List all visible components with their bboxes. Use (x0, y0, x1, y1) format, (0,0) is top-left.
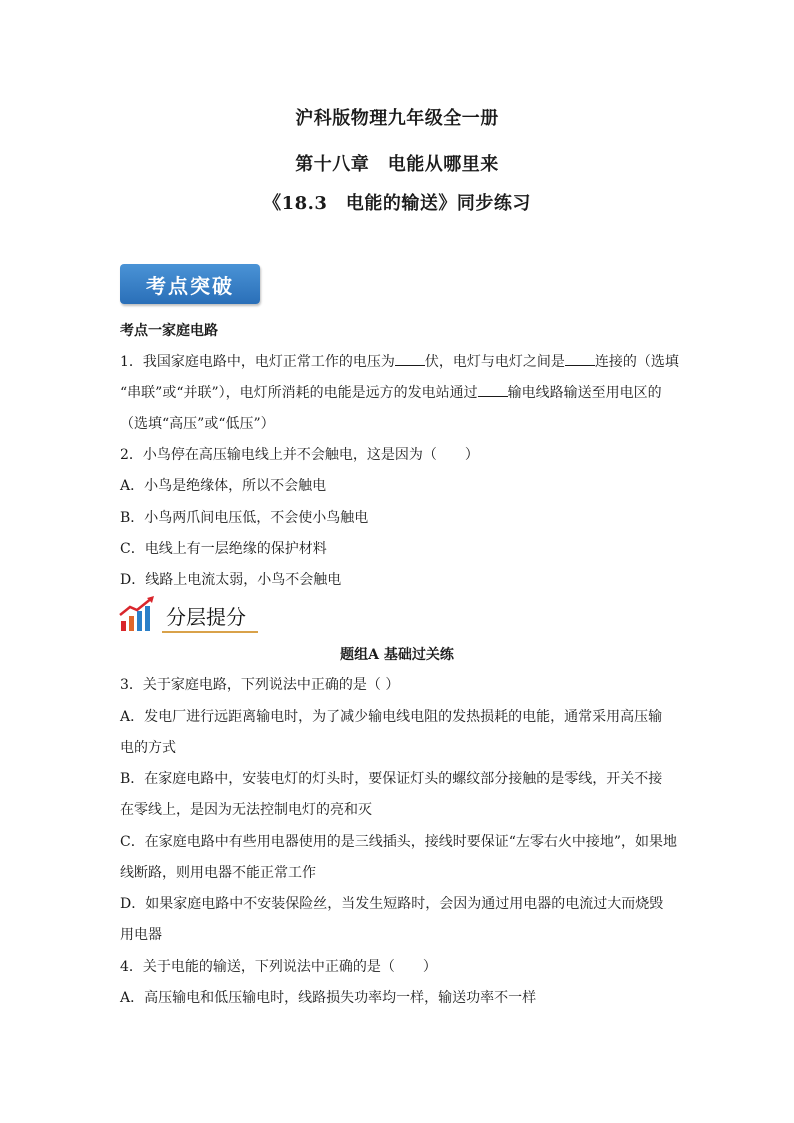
question-2-option-d: D．线路上电流太弱，小鸟不会触电 (120, 572, 342, 588)
q1-line2-text: “串联”或“并联”），电灯所消耗的电能是远方的发电站通过 (120, 385, 478, 401)
group-title: 题组A 基础过关练 (340, 647, 454, 663)
question-3-option-c-line-2: 线断路，则用电器不能正常工作 (120, 865, 316, 881)
question-4-option-a: A．高压输电和低压输电时，线路损失功率均一样，输送功率不一样 (120, 990, 537, 1006)
question-2-option-a: A．小鸟是绝缘体，所以不会触电 (120, 478, 327, 494)
bar-chart-trend-icon (118, 595, 158, 633)
question-2-stem: 2．小鸟停在高压输电线上并不会触电，这是因为（ ） (120, 447, 479, 463)
question-3-option-c-line-1: C．在家庭电路中有些用电器使用的是三线插头，接线时要保证“左零右火中接地”，如果地 (120, 834, 678, 850)
question-3-option-b-line-2: 在零线上，是因为无法控制电灯的亮和灭 (120, 802, 372, 818)
question-1-line-3: （选填“高压”或“低压”） (120, 416, 275, 432)
book-title: 沪科版物理九年级全一册 (295, 108, 499, 129)
section-underline (162, 631, 258, 633)
question-3-option-a-line-2: 电的方式 (120, 740, 176, 756)
q1-line2-tail: 输电线路输送至用电区的 (507, 385, 662, 401)
question-3-option-a-line-1: A．发电厂进行远距离输电时，为了减少输电线电阻的发热损耗的电能，通常采用高压输 (120, 709, 663, 725)
question-3-option-d-line-1: D．如果家庭电路中不安装保险丝，当发生短路时，会因为通过用电器的电流过大而烧毁 (120, 896, 664, 912)
section-banner-fenceng (118, 595, 258, 635)
question-1-line-1 (120, 353, 679, 371)
question-2-option-b: B．小鸟两爪间电压低，不会使小鸟触电 (120, 510, 369, 526)
question-2-option-c: C．电线上有一层绝缘的保护材料 (120, 541, 327, 557)
chapter-title: 第十八章 电能从哪里来 (295, 154, 499, 175)
question-4-stem: 4．关于电能的输送，下列说法中正确的是（ ） (120, 959, 437, 975)
q1-blank-2 (565, 353, 595, 366)
q1-text-a: 1．我国家庭电路中，电灯正常工作的电压为 (120, 354, 395, 370)
q1-text-c: 连接的（选填 (594, 354, 679, 370)
section-label: 分层提分 (166, 605, 246, 629)
lesson-title: 《18.3 电能的输送》同步练习 (263, 193, 531, 214)
q1-blank-3 (478, 384, 508, 397)
q1-text-b: 伏，电灯与电灯之间是 (424, 354, 565, 370)
topic-heading: 考点一家庭电路 (120, 323, 218, 339)
question-3-option-d-line-2: 用电器 (120, 927, 162, 943)
question-1-line-2 (120, 384, 662, 402)
q1-blank-1 (395, 353, 425, 366)
section-banner-kaodian: 考点突破 (120, 264, 260, 304)
question-3-stem: 3．关于家庭电路，下列说法中正确的是（ ） (120, 677, 400, 693)
question-3-option-b-line-1: B．在家庭电路中，安装电灯的灯头时，要保证灯头的螺纹部分接触的是零线，开关不接 (120, 771, 663, 787)
